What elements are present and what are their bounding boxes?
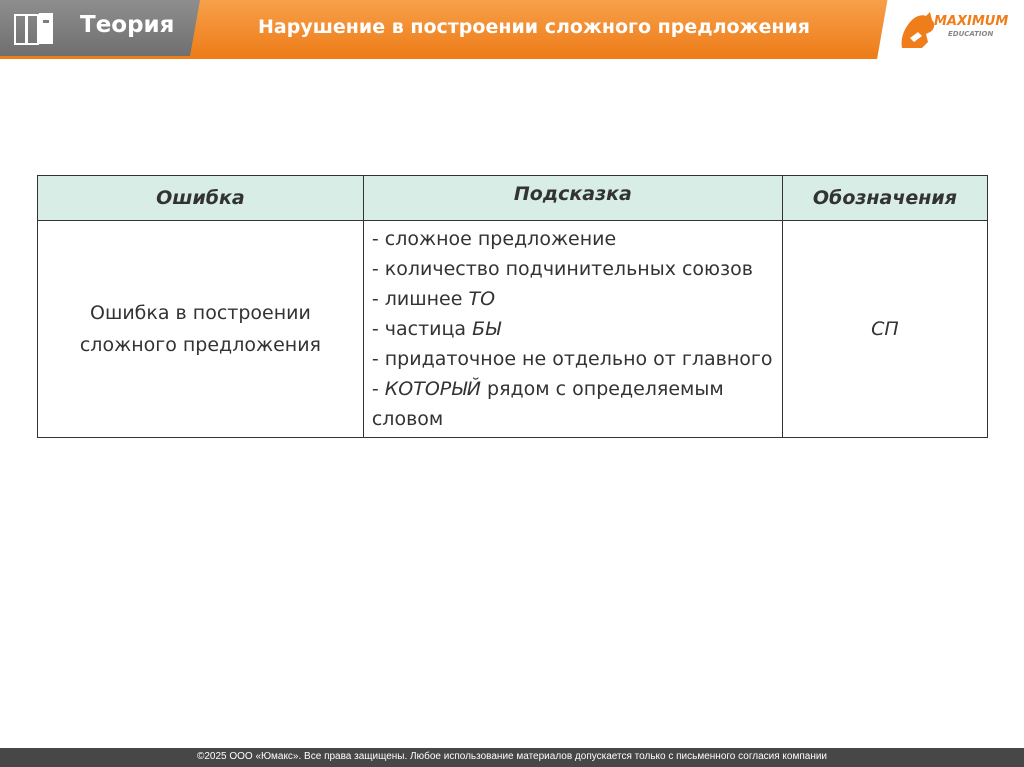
logo-subtitle: EDUCATION bbox=[948, 30, 994, 38]
section-label: Теория bbox=[80, 12, 175, 38]
hint-cell bbox=[363, 221, 782, 438]
page-title: Нарушение в построении сложного предложения bbox=[258, 16, 810, 38]
col-header-hint: Подсказка bbox=[363, 176, 782, 221]
col-header-error: Ошибка bbox=[38, 176, 364, 221]
notation-cell: СП bbox=[782, 221, 987, 438]
copyright-text: ©2025 ООО «Юмакс». Все права защищены. Любое использование материалов допускается только с письменного согласия компании bbox=[196, 751, 828, 762]
header-bar bbox=[0, 0, 1024, 62]
hint-item: - количество подчинительных союзов bbox=[371, 258, 753, 280]
book-icon bbox=[14, 12, 64, 46]
table-header-row bbox=[38, 176, 988, 221]
col-header-notation: Обозначения bbox=[782, 176, 987, 221]
hint-item: - придаточное не отдельно от главного bbox=[371, 348, 773, 370]
error-text: Ошибка в построении сложного предложения bbox=[79, 302, 321, 356]
errors-table bbox=[37, 175, 988, 438]
logo-name: MAXIMUM bbox=[934, 14, 1009, 29]
table-row bbox=[38, 221, 988, 438]
header-underline bbox=[0, 56, 884, 59]
error-cell bbox=[38, 221, 364, 438]
hint-item: - сложное предложение bbox=[371, 228, 617, 250]
hint-item: - лишнее ТО bbox=[371, 288, 496, 310]
hint-item: - частица БЫ bbox=[371, 318, 501, 340]
hint-item: - КОТОРЫЙ рядом с определяемым словом bbox=[371, 378, 724, 430]
footer-bar bbox=[0, 748, 1024, 767]
